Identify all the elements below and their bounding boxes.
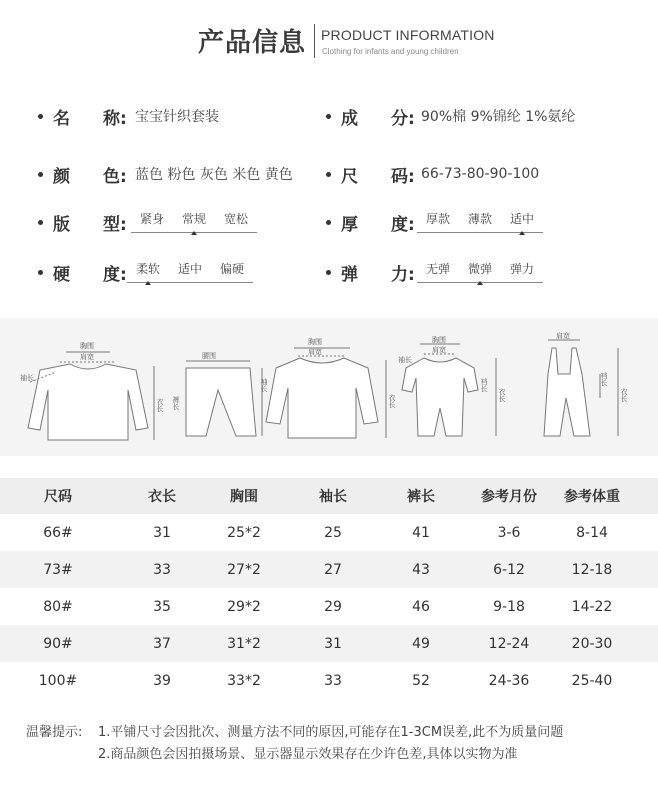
- table-cell: 33*2: [227, 672, 261, 689]
- robe-diagram: [260, 337, 396, 438]
- table-header: 尺码: [44, 489, 72, 505]
- attr-label: 色:: [103, 166, 127, 187]
- bullet-icon: [326, 172, 331, 177]
- diagram-label: 衣长: [620, 388, 628, 402]
- table-row: [0, 662, 658, 699]
- diagram-label: 衣长: [388, 394, 396, 408]
- diagram-label: 肩宽: [432, 346, 446, 354]
- table-cell: 66#: [43, 524, 73, 541]
- table-cell: 6-12: [493, 561, 525, 578]
- table-body: [0, 514, 658, 699]
- header: [0, 0, 658, 80]
- diagram-label: 衣长: [156, 398, 164, 412]
- table-cell: 49: [412, 635, 430, 652]
- scale-option: 厚款: [426, 212, 451, 226]
- page-subtitle: Clothing for infants and young children: [322, 47, 459, 56]
- table-cell: 90#: [43, 635, 73, 652]
- table-cell: 31: [153, 524, 171, 541]
- table-cell: 73#: [43, 561, 73, 578]
- scale-marker-icon: [145, 281, 151, 285]
- title-divider: [314, 24, 315, 58]
- measurement-diagrams: [0, 318, 658, 456]
- table-cell: 27: [324, 561, 342, 578]
- product-attributes: [0, 90, 658, 300]
- attr-label: 尺: [341, 166, 358, 187]
- bullet-icon: [326, 114, 331, 119]
- fit-scale: [131, 208, 257, 236]
- diagram-label: 裤长: [172, 396, 180, 410]
- attr-label: 弹: [341, 264, 358, 285]
- scale-marker-icon: [519, 231, 525, 235]
- scale-option: 常规: [182, 212, 207, 226]
- table-cell: 20-30: [571, 635, 613, 652]
- table-row: [0, 588, 658, 625]
- table-cell: 9-18: [493, 598, 525, 615]
- garment-diagram-svg: [0, 318, 658, 456]
- table-header: 参考月份: [481, 489, 537, 505]
- diagram-label: 肩宽: [80, 353, 94, 361]
- hardness-scale: [127, 258, 253, 286]
- attr-thickness: [326, 208, 543, 236]
- table-cell: 33: [324, 672, 342, 689]
- attr-label: 厚: [341, 214, 358, 235]
- table-header: 参考体重: [564, 489, 620, 505]
- scale-option: 偏硬: [220, 262, 245, 276]
- scale-option: 紧身: [140, 212, 165, 226]
- diagram-label: 袖长: [20, 374, 34, 382]
- attr-value: 宝宝针织套装: [135, 109, 219, 125]
- attr-name: [38, 102, 219, 130]
- table-cell: 100#: [38, 672, 78, 689]
- table-row: [0, 625, 658, 662]
- scale-option: 无弹: [426, 262, 451, 276]
- table-cell: 52: [412, 672, 430, 689]
- scale-option: 宽松: [224, 212, 249, 226]
- diagram-label: 袖长: [260, 378, 268, 392]
- table-cell: 27*2: [227, 561, 261, 578]
- scale-option: 适中: [178, 262, 203, 276]
- diagram-label: 肩宽: [308, 348, 322, 356]
- table-cell: 29: [324, 598, 342, 615]
- table-cell: 25*2: [227, 524, 261, 541]
- romper-diagram: [398, 335, 506, 436]
- table-header: 裤长: [407, 489, 435, 505]
- table-cell: 33: [153, 561, 171, 578]
- table-header: 袖长: [319, 489, 347, 505]
- table-cell: 24-36: [488, 672, 530, 689]
- attr-label: 版: [53, 214, 70, 235]
- table-cell: 31: [324, 635, 342, 652]
- attr-hardness: [38, 258, 253, 286]
- size-table: [0, 478, 658, 699]
- bullet-icon: [326, 220, 331, 225]
- bullet-icon: [38, 114, 43, 119]
- diagram-label: 裆长: [600, 372, 608, 386]
- scale-marker-icon: [477, 281, 483, 285]
- tips-note: [26, 722, 563, 766]
- tips-line: 1.平铺尺寸会因批次、测量方法不同的原因,可能存在1-3CM误差,此不为质量问题: [98, 725, 564, 740]
- scale-option: 适中: [510, 212, 535, 226]
- table-cell: 12-24: [488, 635, 530, 652]
- table-row: [0, 514, 658, 551]
- table-header-row: [0, 478, 658, 514]
- scale-option: 弹力: [510, 262, 535, 276]
- tips-line: 2.商品颜色会因拍摄场景、显示器显示效果存在少许色差,具体以实物为准: [98, 747, 518, 762]
- table-cell: 41: [412, 524, 430, 541]
- attr-label: 度:: [391, 214, 415, 235]
- table-cell: 37: [153, 635, 171, 652]
- table-cell: 8-14: [576, 524, 608, 541]
- page-title-en: PRODUCT INFORMATION: [321, 27, 495, 43]
- attr-label: 码:: [391, 166, 415, 187]
- attr-label: 颜: [53, 166, 70, 187]
- attr-composition: [326, 102, 575, 130]
- attr-label: 度:: [103, 264, 127, 285]
- diagram-label: 胸围: [80, 342, 94, 350]
- attr-label: 硬: [53, 264, 70, 285]
- table-cell: 39: [153, 672, 171, 689]
- overalls-diagram: [544, 331, 628, 436]
- attr-label: 成: [341, 108, 358, 129]
- attr-value: 蓝色 粉色 灰色 米色 黄色: [135, 167, 293, 183]
- attr-label: 分:: [391, 108, 415, 129]
- table-header: 胸围: [230, 489, 258, 505]
- scale-option: 薄款: [468, 212, 493, 226]
- table-cell: 25: [324, 524, 342, 541]
- table-cell: 31*2: [227, 635, 261, 652]
- table-cell: 29*2: [227, 598, 261, 615]
- diagram-label: 胸围: [432, 336, 446, 344]
- page-title: 产品信息: [198, 28, 307, 58]
- table-cell: 46: [412, 598, 430, 615]
- bullet-icon: [326, 270, 331, 275]
- diagram-label: 肩宽: [556, 332, 570, 340]
- thickness-scale: [417, 208, 543, 236]
- scale-marker-icon: [191, 231, 197, 235]
- attr-label: 称:: [103, 108, 127, 129]
- table-cell: 43: [412, 561, 430, 578]
- table-row: [0, 551, 658, 588]
- diagram-label: 袖长: [398, 356, 412, 364]
- table-cell: 14-22: [571, 598, 613, 615]
- diagram-label: 衣长: [498, 388, 506, 402]
- table-cell: 25-40: [571, 672, 613, 689]
- diagram-label: 胸围: [308, 338, 322, 346]
- table-cell: 80#: [43, 598, 73, 615]
- attr-value: 66-73-80-90-100: [421, 166, 540, 182]
- attr-label: 名: [53, 108, 70, 129]
- attr-label: 力:: [391, 264, 415, 285]
- table-cell: 3-6: [497, 524, 521, 541]
- attr-color: [38, 160, 293, 188]
- bullet-icon: [38, 270, 43, 275]
- table-header: 衣长: [148, 489, 176, 505]
- pants-diagram: [172, 351, 262, 436]
- table-cell: 35: [153, 598, 171, 615]
- attr-value: 90%棉 9%锦纶 1%氨纶: [421, 109, 576, 125]
- scale-option: 柔软: [136, 262, 161, 276]
- attr-elasticity: [326, 258, 543, 286]
- shirt-diagram: [20, 341, 164, 440]
- bullet-icon: [38, 220, 43, 225]
- diagram-label: 腰围: [202, 352, 216, 360]
- attr-fit: [38, 208, 257, 236]
- attr-size: [326, 160, 539, 188]
- table-cell: 12-18: [571, 561, 613, 578]
- tips-prefix: 温馨提示:: [26, 725, 83, 740]
- elasticity-scale: [417, 258, 543, 286]
- scale-option: 微弹: [468, 262, 493, 276]
- bullet-icon: [38, 172, 43, 177]
- attr-label: 型:: [103, 214, 127, 235]
- diagram-label: 裆长: [480, 378, 488, 392]
